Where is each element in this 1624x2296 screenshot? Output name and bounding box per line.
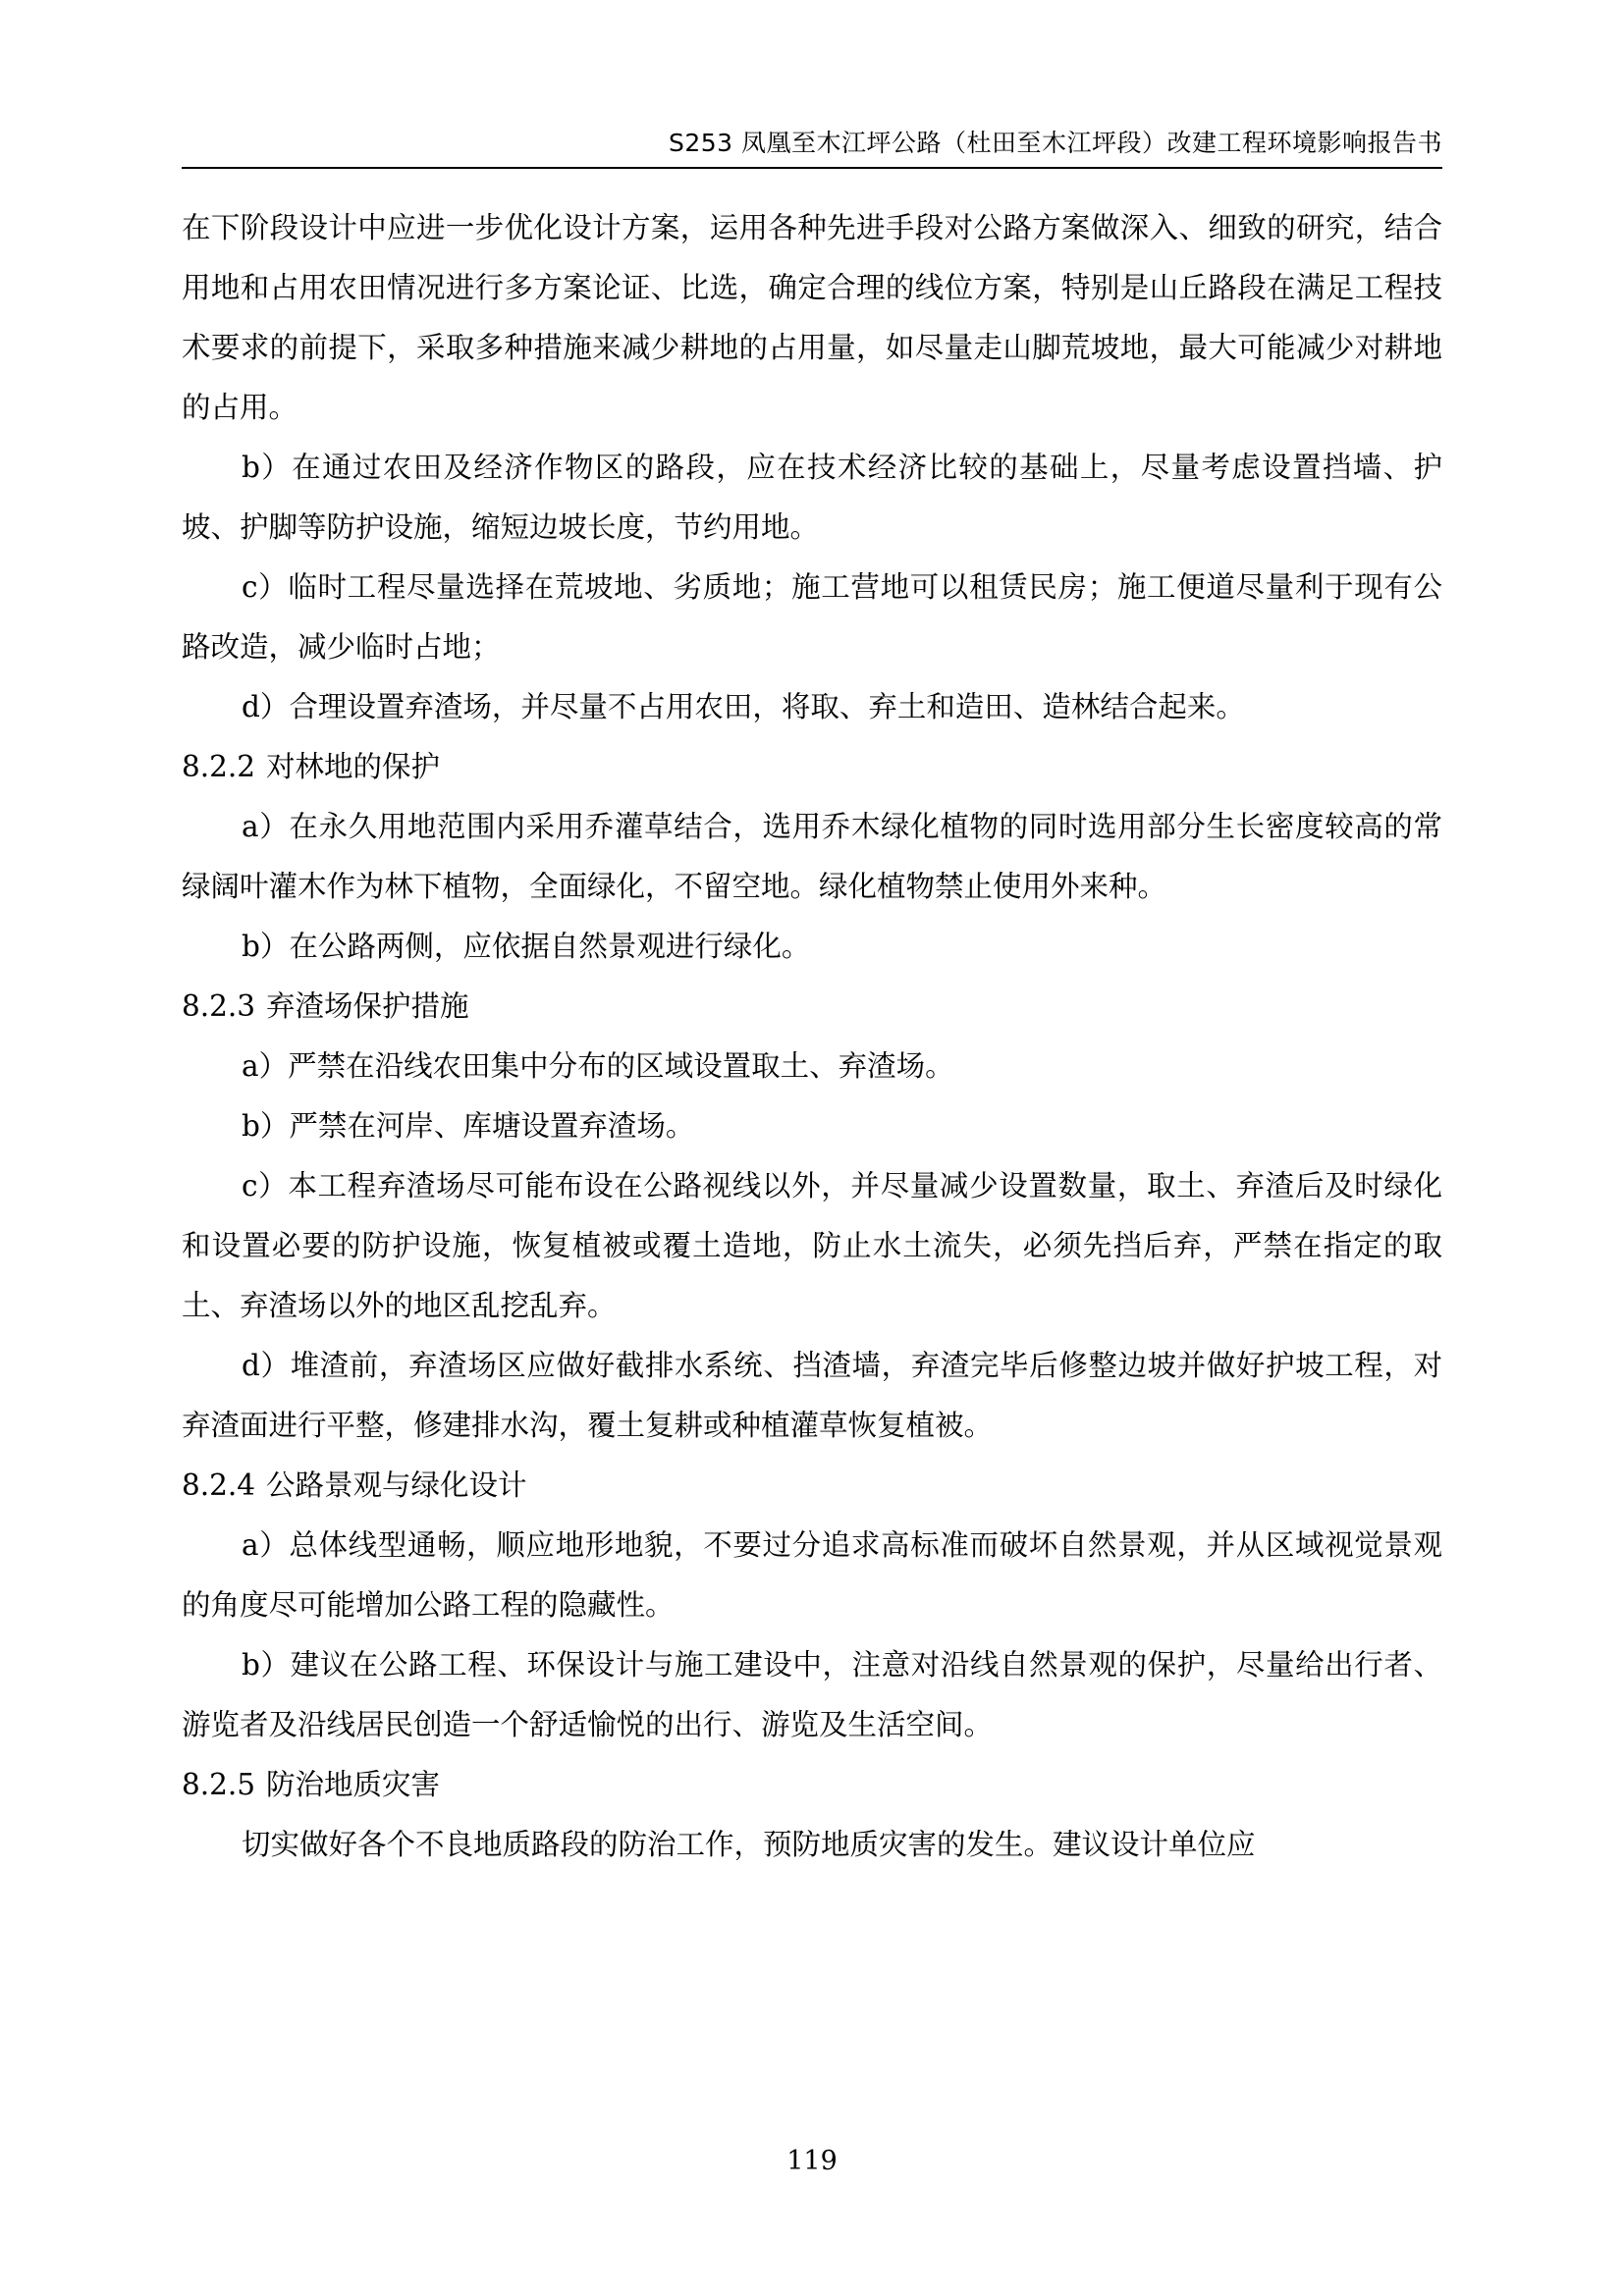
section-number: 8.2.3: [182, 989, 256, 1023]
paragraph: b）建议在公路工程、环保设计与施工建设中，注意对沿线自然景观的保护，尽量给出行者、游览者及沿线居民创造一个舒适愉悦的出行、游览及生活空间。: [182, 1648, 1442, 1741]
paragraph: a）严禁在沿线农田集中分布的区域设置取土、弃渣场。: [242, 1049, 954, 1083]
section-number: 8.2.2: [182, 750, 256, 783]
paragraph: c）临时工程尽量选择在荒坡地、劣质地；施工营地可以租赁民房；施工便道尽量利于现有公路改造，减少临时占地；: [182, 570, 1442, 664]
paragraph: b）在通过农田及经济作物区的路段，应在技术经济比较的基础上，尽量考虑设置挡墙、护坡、护脚等防护设施，缩短边坡长度，节约用地。: [182, 451, 1442, 544]
section-title: 对林地的保护: [266, 750, 441, 783]
paragraph: d）堆渣前，弃渣场区应做好截排水系统、挡渣墙，弃渣完毕后修整边坡并做好护坡工程，对弃渣面进行平整，修建排水沟，覆土复耕或种植灌草恢复植被。: [182, 1349, 1442, 1442]
paragraph: 切实做好各个不良地质路段的防治工作，预防地质灾害的发生。建议设计单位应: [242, 1828, 1256, 1861]
header-divider: [182, 167, 1442, 169]
paragraph: 在下阶段设计中应进一步优化设计方案，运用各种先进手段对公路方案做深入、细致的研究，结合用地和占用农田情况进行多方案论证、比选，确定合理的线位方案，特别是山丘路段在满足工程技术要求的前提下，采取多种措施来减少耕地的占用量，如尽量走山脚荒坡地，最大可能减少对耕地的占用。: [182, 211, 1442, 424]
section-title: 公路景观与绿化设计: [266, 1468, 527, 1502]
document-body: [182, 198, 1442, 1875]
section-title: 防治地质灾害: [266, 1768, 441, 1801]
paragraph: b）在公路两侧，应依据自然景观进行绿化。: [242, 930, 811, 963]
paragraph: b）严禁在河岸、库塘设置弃渣场。: [242, 1109, 695, 1143]
paragraph: c）本工程弃渣场尽可能布设在公路视线以外，并尽量减少设置数量，取土、弃渣后及时绿化和设置必要的防护设施，恢复植被或覆土造地，防止水土流失，必须先挡后弃，严禁在指定的取土、弃渣场以外的地区乱挖乱弃。: [182, 1169, 1442, 1322]
section-title: 弃渣场保护措施: [266, 989, 469, 1023]
page-header: S253 凤凰至木江坪公路（杜田至木江坪段）改建工程环境影响报告书: [668, 129, 1442, 157]
section-number: 8.2.4: [182, 1468, 256, 1502]
paragraph: a）总体线型通畅，顺应地形地貌，不要过分追求高标准而破坏自然景观，并从区域视觉景观的角度尽可能增加公路工程的隐藏性。: [182, 1528, 1442, 1622]
section-number: 8.2.5: [182, 1768, 256, 1801]
paragraph: a）在永久用地范围内采用乔灌草结合，选用乔木绿化植物的同时选用部分生长密度较高的常绿阔叶灌木作为林下植物，全面绿化，不留空地。绿化植物禁止使用外来种。: [182, 810, 1442, 903]
section-heading: [182, 1456, 1442, 1516]
paragraph: d）合理设置弃渣场，并尽量不占用农田，将取、弃土和造田、造林结合起来。: [242, 690, 1245, 723]
section-heading: [182, 737, 1442, 797]
page-number: 119: [786, 2146, 838, 2176]
section-heading: [182, 977, 1442, 1037]
section-heading: [182, 1755, 1442, 1815]
